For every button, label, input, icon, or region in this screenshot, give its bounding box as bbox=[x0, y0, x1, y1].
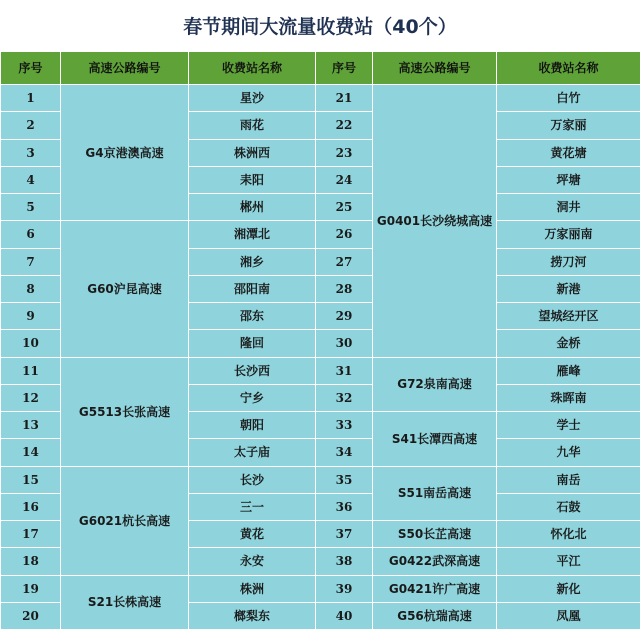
table-row bbox=[1, 221, 640, 248]
row-number: 19 bbox=[1, 575, 61, 602]
row-number: 24 bbox=[316, 166, 373, 193]
row-number: 30 bbox=[316, 330, 373, 357]
header-highway: 高速公路编号 bbox=[373, 52, 497, 85]
row-number: 17 bbox=[1, 521, 61, 548]
station-name: 邵东 bbox=[189, 303, 316, 330]
row-number: 31 bbox=[316, 357, 373, 384]
row-number: 9 bbox=[1, 303, 61, 330]
station-name: 湘乡 bbox=[189, 248, 316, 275]
row-number: 29 bbox=[316, 303, 373, 330]
station-name: 株洲西 bbox=[189, 139, 316, 166]
station-name: 三一 bbox=[189, 493, 316, 520]
row-number: 10 bbox=[1, 330, 61, 357]
row-number: 14 bbox=[1, 439, 61, 466]
row-number: 34 bbox=[316, 439, 373, 466]
station-name: 长沙西 bbox=[189, 357, 316, 384]
row-number: 15 bbox=[1, 466, 61, 493]
highway-name: G4京港澳高速 bbox=[61, 85, 189, 221]
row-number: 1 bbox=[1, 85, 61, 112]
station-name: 万家丽 bbox=[497, 112, 640, 139]
station-name: 凤凰 bbox=[497, 602, 640, 629]
highway-name: G5513长张高速 bbox=[61, 357, 189, 466]
station-name: 南岳 bbox=[497, 466, 640, 493]
station-name: 石鼓 bbox=[497, 493, 640, 520]
station-name: 永安 bbox=[189, 548, 316, 575]
page-title: 春节期间大流量收费站（40个） bbox=[183, 16, 457, 38]
station-name: 星沙 bbox=[189, 85, 316, 112]
row-number: 4 bbox=[1, 166, 61, 193]
row-number: 25 bbox=[316, 194, 373, 221]
station-name: 株洲 bbox=[189, 575, 316, 602]
table-row bbox=[1, 466, 640, 493]
row-number: 16 bbox=[1, 493, 61, 520]
station-name: 黄花 bbox=[189, 521, 316, 548]
header-no: 序号 bbox=[1, 52, 61, 85]
row-number: 5 bbox=[1, 194, 61, 221]
station-name: 捞刀河 bbox=[497, 248, 640, 275]
row-number: 22 bbox=[316, 112, 373, 139]
row-number: 36 bbox=[316, 493, 373, 520]
row-number: 7 bbox=[1, 248, 61, 275]
row-number: 40 bbox=[316, 602, 373, 629]
row-number: 32 bbox=[316, 384, 373, 411]
station-name: 湘潭北 bbox=[189, 221, 316, 248]
station-name: 新港 bbox=[497, 275, 640, 302]
header-station: 收费站名称 bbox=[189, 52, 316, 85]
row-number: 12 bbox=[1, 384, 61, 411]
station-name: 耒阳 bbox=[189, 166, 316, 193]
station-name: 新化 bbox=[497, 575, 640, 602]
header-row bbox=[1, 52, 640, 85]
row-number: 28 bbox=[316, 275, 373, 302]
highway-name: G0422武深高速 bbox=[373, 548, 497, 575]
row-number: 6 bbox=[1, 221, 61, 248]
table-row bbox=[1, 357, 640, 384]
table-row bbox=[1, 575, 640, 602]
highway-name: G72泉南高速 bbox=[373, 357, 497, 412]
header-highway: 高速公路编号 bbox=[61, 52, 189, 85]
row-number: 2 bbox=[1, 112, 61, 139]
station-name: 坪塘 bbox=[497, 166, 640, 193]
row-number: 38 bbox=[316, 548, 373, 575]
toll-station-table bbox=[0, 51, 640, 630]
station-name: 黄花塘 bbox=[497, 139, 640, 166]
station-name: 学士 bbox=[497, 412, 640, 439]
highway-name: S41长潭西高速 bbox=[373, 412, 497, 467]
row-number: 23 bbox=[316, 139, 373, 166]
station-name: 怀化北 bbox=[497, 521, 640, 548]
station-name: 邵阳南 bbox=[189, 275, 316, 302]
row-number: 20 bbox=[1, 602, 61, 629]
table-body bbox=[1, 85, 640, 630]
row-number: 35 bbox=[316, 466, 373, 493]
station-name: 雨花 bbox=[189, 112, 316, 139]
title-bar bbox=[0, 0, 640, 51]
highway-name: G60沪昆高速 bbox=[61, 221, 189, 357]
station-name: 洞井 bbox=[497, 194, 640, 221]
highway-name: S21长株高速 bbox=[61, 575, 189, 630]
station-name: 隆回 bbox=[189, 330, 316, 357]
row-number: 21 bbox=[316, 85, 373, 112]
row-number: 3 bbox=[1, 139, 61, 166]
row-number: 11 bbox=[1, 357, 61, 384]
station-name: 望城经开区 bbox=[497, 303, 640, 330]
highway-name: G0401长沙绕城高速 bbox=[373, 85, 497, 358]
station-name: 榔梨东 bbox=[189, 602, 316, 629]
station-name: 朝阳 bbox=[189, 412, 316, 439]
station-name: 珠晖南 bbox=[497, 384, 640, 411]
highway-name: G0421许广高速 bbox=[373, 575, 497, 602]
row-number: 26 bbox=[316, 221, 373, 248]
station-name: 太子庙 bbox=[189, 439, 316, 466]
station-name: 雁峰 bbox=[497, 357, 640, 384]
highway-name: S51南岳高速 bbox=[373, 466, 497, 521]
station-name: 平江 bbox=[497, 548, 640, 575]
header-station: 收费站名称 bbox=[497, 52, 640, 85]
table-row bbox=[1, 85, 640, 112]
station-name: 万家丽南 bbox=[497, 221, 640, 248]
highway-name: S50长芷高速 bbox=[373, 521, 497, 548]
row-number: 27 bbox=[316, 248, 373, 275]
row-number: 33 bbox=[316, 412, 373, 439]
row-number: 39 bbox=[316, 575, 373, 602]
highway-name: G56杭瑞高速 bbox=[373, 602, 497, 629]
station-name: 白竹 bbox=[497, 85, 640, 112]
station-name: 九华 bbox=[497, 439, 640, 466]
station-name: 宁乡 bbox=[189, 384, 316, 411]
row-number: 8 bbox=[1, 275, 61, 302]
station-name: 长沙 bbox=[189, 466, 316, 493]
highway-name: G6021杭长高速 bbox=[61, 466, 189, 575]
row-number: 37 bbox=[316, 521, 373, 548]
row-number: 13 bbox=[1, 412, 61, 439]
station-name: 郴州 bbox=[189, 194, 316, 221]
header-no: 序号 bbox=[316, 52, 373, 85]
station-name: 金桥 bbox=[497, 330, 640, 357]
row-number: 18 bbox=[1, 548, 61, 575]
